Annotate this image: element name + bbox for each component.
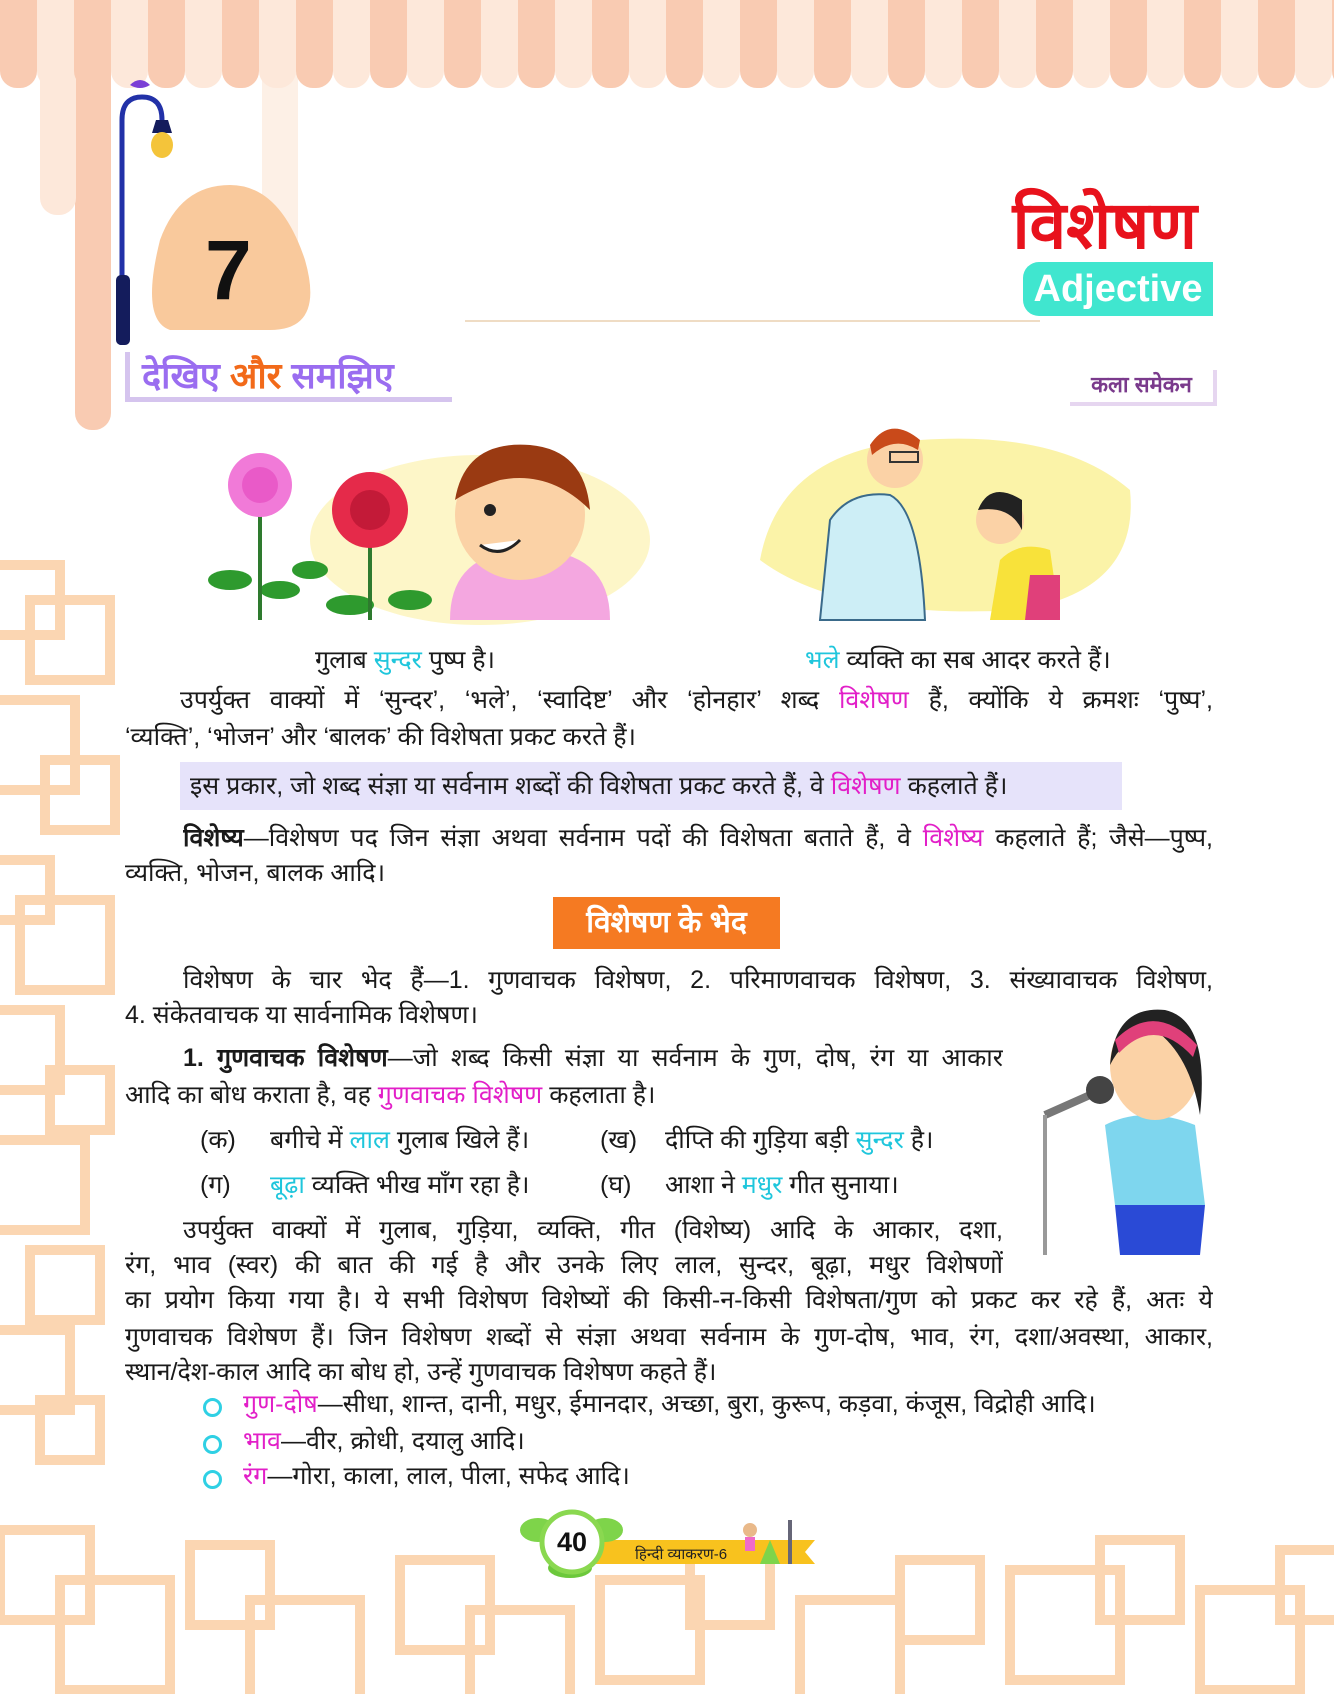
example-label: (घ): [600, 1171, 632, 1199]
page-number: 40: [556, 1527, 588, 1557]
page-footer: [520, 1500, 820, 1580]
highlighted-term: विशेषण: [838, 686, 909, 714]
text-segment: —वीर, क्रोधी, दयालु आदि।: [280, 1427, 525, 1455]
text-segment: स्थान/देश-काल आदि का बोध हो, उन्हें गुणवाचक विशेषण कहते हैं।: [125, 1358, 717, 1386]
intro-line: [180, 682, 1213, 718]
highlighted-term: सुन्दर: [373, 646, 422, 674]
text-segment: गुणवाचक विशेषण हैं। जिन विशेषण शब्दों से संज्ञा अथवा सर्वनाम के गुण-दोष, भाव, रंग, दशा/अवस्था, आकार,: [125, 1323, 1213, 1351]
heading-word: देखिए: [142, 355, 220, 396]
text-segment: —विशेषण पद जिन संज्ञा अथवा सर्वनाम पदों की विशेषता बताते हैं, वे: [243, 824, 923, 852]
text-segment: गीत सुनाया।: [782, 1171, 899, 1199]
text-segment: इस प्रकार, जो शब्द संज्ञा या सर्वनाम शब्दों की विशेषता प्रकट करते हैं, वे: [190, 772, 831, 800]
bullet-item: [243, 1458, 630, 1494]
gunvachak-line: [125, 1077, 656, 1113]
text-segment: रंग, भाव (स्वर) की बात की गई है और उनके लिए लाल, सुन्दर, बूढ़ा, मधुर विशेषणों: [125, 1251, 1003, 1279]
book-title: हिन्दी व्याकरण-6: [635, 1546, 728, 1563]
text-segment: गुलाब खिले हैं।: [389, 1126, 530, 1154]
chapter-subtitle-badge: Adjective: [1023, 262, 1213, 316]
text-segment: उपर्युक्त वाक्यों में ‘सुन्दर’, ‘भले’, ‘स्वादिष्ट’ और ‘होनहार’ शब्द: [180, 686, 839, 714]
highlighted-term: विशेषण: [830, 772, 901, 800]
text-segment: कहलाते हैं; जैसे—पुष्प,: [983, 824, 1213, 852]
highlighted-term: भाव: [243, 1427, 281, 1455]
highlighted-term: बूढ़ा: [270, 1171, 305, 1199]
types-line: [183, 962, 1213, 998]
image-caption-roses: [315, 642, 495, 678]
text-segment: पुष्प है।: [421, 646, 495, 674]
text-segment: है।: [903, 1126, 934, 1154]
singing-girl-illustration: [1015, 1005, 1220, 1260]
title-divider: [465, 320, 1040, 322]
example-sentence: [665, 1122, 934, 1158]
heading-word: और: [229, 355, 282, 396]
bullet-icon: [203, 1398, 222, 1417]
art-integration-tag: कला समेकन: [1070, 370, 1217, 406]
text-segment: —जो शब्द किसी संज्ञा या सर्वनाम के गुण, दोष, रंग या आकार: [387, 1044, 1003, 1072]
gunvachak-line: [183, 1040, 1003, 1076]
bullet-item: [243, 1386, 1096, 1422]
explanation-line: [125, 1247, 1003, 1283]
text-segment: कहलाते हैं।: [900, 772, 1008, 800]
text-segment: आशा ने: [665, 1171, 742, 1199]
bullet-item: [243, 1423, 525, 1459]
example-sentence: [665, 1167, 899, 1203]
highlighted-term: लाल: [349, 1126, 390, 1154]
text-segment: व्यक्ति का सब आदर करते हैं।: [839, 646, 1111, 674]
example-sentence: [270, 1167, 529, 1203]
explanation-line: [183, 1212, 1003, 1248]
example-label: (क): [200, 1126, 236, 1154]
man-and-girl-illustration: [760, 410, 1140, 630]
text-segment: व्यक्ति भीख माँग रहा है।: [304, 1171, 530, 1199]
visheshya-line: [125, 855, 385, 891]
example-sentence: [270, 1122, 529, 1158]
bold-term: विशेष्य: [183, 824, 244, 852]
highlighted-term: मधुर: [741, 1171, 783, 1199]
visheshya-line: [183, 820, 1213, 856]
highlighted-term: भले: [805, 646, 840, 674]
highlighted-term: सुन्दर: [855, 1126, 904, 1154]
text-segment: कहलाता है।: [542, 1081, 656, 1109]
text-segment: विशेषण के चार भेद हैं—1. गुणवाचक विशेषण, 2. परिमाणवाचक विशेषण, 3. संख्यावाचक विशेषण,: [183, 966, 1213, 994]
explanation-line: [125, 1319, 1213, 1355]
text-segment: आदि का बोध कराता है, वह: [125, 1081, 378, 1109]
bold-term: 1. गुणवाचक विशेषण: [183, 1044, 388, 1072]
text-segment: दीप्ति की गुड़िया बड़ी: [665, 1126, 856, 1154]
types-line: [125, 997, 478, 1033]
text-segment: 4. संकेतवाचक या सार्वनामिक विशेषण।: [125, 1001, 479, 1029]
definition-text: [190, 768, 1007, 804]
highlighted-term: रंग: [243, 1462, 268, 1490]
text-segment: का प्रयोग किया गया है। ये सभी विशेषण विशेष्यों की किसी-न-किसी विशेषता/गुण को प्रकट कर रहे हैं, अतः ये: [125, 1286, 1213, 1314]
intro-line: [125, 719, 636, 755]
explanation-line: [125, 1354, 716, 1390]
explanation-line: [125, 1282, 1213, 1318]
highlighted-term: विशेष्य: [922, 824, 984, 852]
image-caption-man: [805, 642, 1111, 678]
text-segment: उपर्युक्त वाक्यों में गुलाब, गुड़िया, व्यक्ति, गीत (विशेष्य) आदि के आकार, दशा,: [183, 1216, 1003, 1244]
bullet-icon: [203, 1435, 222, 1454]
example-label: (ख): [600, 1126, 638, 1154]
roses-and-boy-illustration: [200, 440, 650, 630]
text-segment: —सीधा, शान्त, दानी, मधुर, ईमानदार, अच्छा, बुरा, कुरूप, कड़वा, कंजूस, विद्रोही आदि।: [317, 1390, 1096, 1418]
text-segment: हैं, क्योंकि ये क्रमशः ‘पुष्प’,: [908, 686, 1213, 714]
heading-word: समझिए: [291, 355, 394, 396]
text-segment: बगीचे में: [270, 1126, 350, 1154]
highlighted-term: गुण-दोष: [243, 1390, 318, 1418]
bullet-icon: [203, 1470, 222, 1489]
see-and-understand-heading: [125, 352, 452, 402]
chapter-number: 7: [205, 223, 252, 317]
example-label: (ग): [200, 1171, 231, 1199]
types-heading: विशेषण के भेद: [553, 897, 780, 949]
text-segment: व्यक्ति, भोजन, बालक आदि।: [125, 859, 386, 887]
text-segment: ‘व्यक्ति’, ‘भोजन’ और ‘बालक’ की विशेषता प्रकट करते हैं।: [125, 723, 637, 751]
text-segment: गुलाब: [315, 646, 374, 674]
text-segment: —गोरा, काला, लाल, पीला, सफेद आदि।: [267, 1462, 630, 1490]
chapter-title: विशेषण: [1012, 188, 1197, 262]
highlighted-term: गुणवाचक विशेषण: [377, 1081, 543, 1109]
